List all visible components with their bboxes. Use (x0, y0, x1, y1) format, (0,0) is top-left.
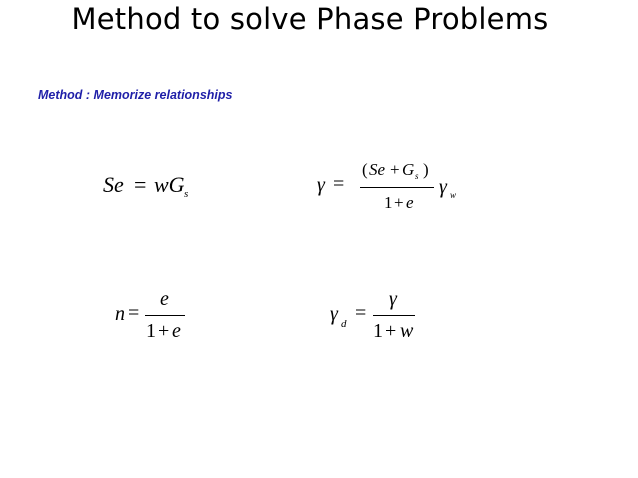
eq3-den-one: 1 (146, 320, 156, 342)
eq3-equals: = (128, 302, 140, 324)
eq4-fraction-bar (373, 315, 415, 316)
eq4-lhs-gamma: γ (330, 303, 338, 325)
eq2-lhs-gamma: γ (317, 174, 325, 196)
eq1-rhs-subscript: s (184, 188, 189, 200)
eq2-equals: = (333, 173, 345, 195)
eq3-den-plus: + (158, 320, 170, 342)
slide-title: Method to solve Phase Problems (71, 2, 549, 36)
eq4-den-plus: + (385, 320, 397, 342)
eq1-lhs: Se (103, 172, 124, 197)
eq2-num-plus: + (390, 160, 400, 179)
eq2-fraction-bar (360, 187, 434, 188)
eq4-numerator: γ (389, 288, 397, 310)
eq2-num-se: Se (369, 160, 386, 179)
eq2-num-close-paren: ) (423, 160, 429, 179)
eq4-equals: = (355, 302, 367, 324)
eq4-den-w: w (400, 320, 414, 342)
eq3-lhs: n (115, 303, 125, 325)
eq2-den-e: e (406, 193, 414, 212)
eq3-den-e: e (172, 320, 181, 342)
eq4-lhs-subscript: d (341, 318, 347, 330)
eq1-equals: = (134, 172, 147, 197)
eq2-den-plus: + (394, 193, 404, 212)
eq2-mult-gamma: γ (439, 176, 447, 198)
slide-subtitle: Method : Memorize relationships (38, 88, 233, 102)
eq3-fraction-bar (145, 315, 185, 316)
eq2-den-one: 1 (384, 193, 393, 212)
eq4-den-one: 1 (373, 320, 383, 342)
eq2-num-g-subscript: s (415, 171, 419, 181)
eq2-num-g: G (402, 160, 415, 179)
eq1-rhs: wG (154, 172, 185, 197)
eq2-mult-subscript: w (450, 190, 457, 200)
eq2-num-open-paren: ( (362, 160, 368, 179)
eq3-numerator: e (160, 288, 169, 310)
